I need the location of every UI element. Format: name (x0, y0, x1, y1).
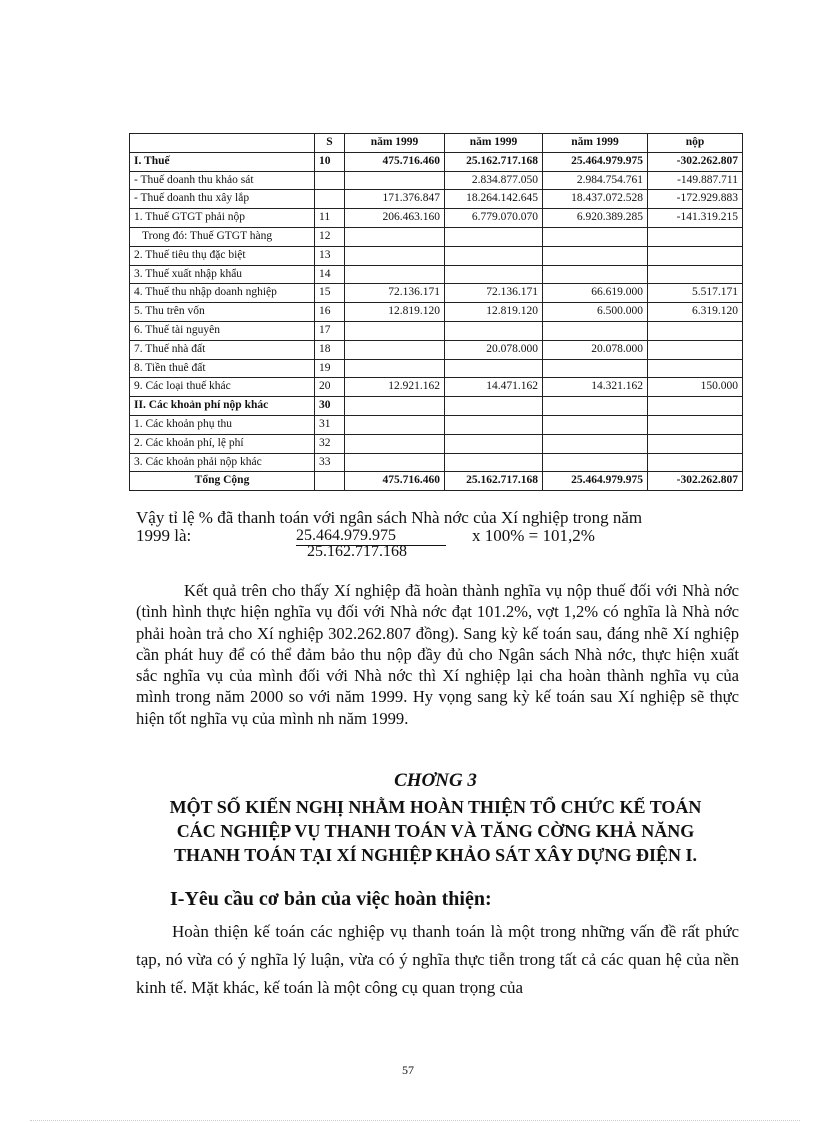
table-cell-code: 20 (315, 378, 345, 397)
table-cell-code: 11 (315, 209, 345, 228)
table-cell-c2 (445, 227, 543, 246)
table-cell-c4 (648, 415, 743, 434)
table-row (130, 152, 743, 171)
table-cell-c4 (648, 321, 743, 340)
table-cell-c4 (648, 434, 743, 453)
chapter-title (100, 795, 771, 867)
table-cell-c4 (648, 359, 743, 378)
table-cell-c3 (543, 453, 648, 472)
table-cell-label: 5. Thu trên vốn (130, 303, 315, 322)
table-cell-c4 (648, 340, 743, 359)
table-cell-c4: -172.929.883 (648, 190, 743, 209)
table-cell-code: 17 (315, 321, 345, 340)
table-cell-c2: 12.819.120 (445, 303, 543, 322)
table-cell-c3: 25.464.979.975 (543, 472, 648, 491)
table-cell-c2: 2.834.877.050 (445, 171, 543, 190)
table-cell-c1 (345, 265, 445, 284)
table-row (130, 397, 743, 416)
table-cell-c2 (445, 359, 543, 378)
ratio-line-1: Vậy tỉ lệ % đã thanh toán với ngân sách Nhà nớc của Xí nghiệp trong năm (136, 508, 643, 527)
table-cell-c3 (543, 359, 648, 378)
table-row (130, 359, 743, 378)
bottom-dotted-rule (30, 1120, 800, 1121)
table-cell-c4: 6.319.120 (648, 303, 743, 322)
table-cell-code (315, 190, 345, 209)
table-cell-c3 (543, 415, 648, 434)
table-cell-code: 32 (315, 434, 345, 453)
table-cell-c1 (345, 227, 445, 246)
table-cell-label: 4. Thuế thu nhập doanh nghiệp (130, 284, 315, 303)
table-cell-c1: 475.716.460 (345, 152, 445, 171)
table-cell-c2: 14.471.162 (445, 378, 543, 397)
header-col1: năm 1999 (345, 134, 445, 153)
table-cell-label: 2. Thuế tiêu thụ đặc biệt (130, 246, 315, 265)
table-cell-c4: -149.887.711 (648, 171, 743, 190)
header-col4: nộp (648, 134, 743, 153)
table-cell-c2 (445, 434, 543, 453)
table-cell-c3 (543, 321, 648, 340)
table-row (130, 246, 743, 265)
table-cell-c2: 25.162.717.168 (445, 472, 543, 491)
table-cell-c4 (648, 453, 743, 472)
ratio-numerator: 25.464.979.975 (296, 527, 446, 546)
header-code: S (315, 134, 345, 153)
table-cell-code: 13 (315, 246, 345, 265)
table-cell-c3 (543, 397, 648, 416)
table-cell-label: 8. Tiền thuê đất (130, 359, 315, 378)
table-cell-label: 9. Các loại thuế khác (130, 378, 315, 397)
table-cell-c2 (445, 321, 543, 340)
table-cell-c4: -141.319.215 (648, 209, 743, 228)
table-header-row (130, 134, 743, 153)
table-cell-c2 (445, 397, 543, 416)
table-cell-c4 (648, 397, 743, 416)
tax-table (129, 133, 743, 491)
table-cell-c3 (543, 227, 648, 246)
table-cell-code: 30 (315, 397, 345, 416)
paragraph-2: Hoàn thiện kế toán các nghiệp vụ thanh toán là một trong những vấn đề rất phức tạp, nó vừa có ý nghĩa lý luận, vừa có ý nghĩa thực tiễn trong tất cả các quan hệ của nền kinh tế. Mặt khác, kế toán là một công cụ quan trọng của (136, 922, 739, 997)
table-cell-label: Trong đó: Thuế GTGT hàng (130, 227, 315, 246)
table-cell-code: 14 (315, 265, 345, 284)
paragraph-1: Kết quả trên cho thấy Xí nghiệp đã hoàn thành nghĩa vụ nộp thuế đối với Nhà nớc (tình hình thực hiện nghĩa vụ đối với Nhà nớc đạt 101.2%, vợt 1,2% có nghĩa là Nhà nớc phải hoàn trả cho Xí nghiệp 302.262.807 đồng). Sang kỳ kế toán sau, đáng nhẽ Xí nghiệp cần phát huy để có thể đảm bảo thu nộp đầy đủ cho Ngân sách Nhà nớc, thực hiện xuất sắc nghĩa vụ của mình đối với Nhà nớc thì Xí nghiệp lại cha hoàn thành nghĩa vụ của mình trong năm 2000 so với năm 1999. Hy vọng sang kỳ kế toán sau Xí nghiệp sẽ thực hiện tốt nghĩa vụ của mình nh năm 1999. (136, 581, 739, 728)
table-cell-c1 (345, 434, 445, 453)
table-cell-c3: 66.619.000 (543, 284, 648, 303)
ratio-denominator: 25.162.717.168 (307, 543, 407, 560)
header-label (130, 134, 315, 153)
table-cell-code (315, 171, 345, 190)
table-cell-c2 (445, 246, 543, 265)
table-cell-label: Tổng Cộng (130, 472, 315, 491)
table-cell-label: - Thuế doanh thu xây lắp (130, 190, 315, 209)
table-cell-label: 3. Các khoản phải nộp khác (130, 453, 315, 472)
table-cell-c1 (345, 321, 445, 340)
table-cell-c2: 72.136.171 (445, 284, 543, 303)
table-cell-label: I. Thuế (130, 152, 315, 171)
table-cell-c4 (648, 246, 743, 265)
table-cell-c1 (345, 415, 445, 434)
table-cell-c4: -302.262.807 (648, 472, 743, 491)
table-cell-label: 3. Thuế xuất nhập khẩu (130, 265, 315, 284)
header-col3: năm 1999 (543, 134, 648, 153)
table-cell-c1 (345, 397, 445, 416)
table-cell-label: II. Các khoản phí nộp khác (130, 397, 315, 416)
table-row (130, 209, 743, 228)
table-cell-c1 (345, 246, 445, 265)
table-cell-code (315, 472, 345, 491)
table-row (130, 340, 743, 359)
table-cell-c1 (345, 453, 445, 472)
table-cell-c4: 5.517.171 (648, 284, 743, 303)
table-cell-code: 31 (315, 415, 345, 434)
table-cell-code: 16 (315, 303, 345, 322)
table-cell-c1: 72.136.171 (345, 284, 445, 303)
table-row (130, 378, 743, 397)
table-cell-label: - Thuế doanh thu khảo sát (130, 171, 315, 190)
table-row (130, 453, 743, 472)
table-row (130, 190, 743, 209)
table-row (130, 415, 743, 434)
table-cell-c2 (445, 415, 543, 434)
table-row (130, 171, 743, 190)
table-cell-label: 1. Các khoản phụ thu (130, 415, 315, 434)
table-total-row (130, 472, 743, 491)
table-cell-c1 (345, 359, 445, 378)
table-row (130, 227, 743, 246)
table-cell-c4 (648, 265, 743, 284)
table-cell-code: 15 (315, 284, 345, 303)
chapter-title-line-1: MỘT SỐ KIẾN NGHỊ NHẰM HOÀN THIỆN TỔ CHỨC KẾ TOÁN (169, 797, 702, 817)
table-cell-c3: 6.920.389.285 (543, 209, 648, 228)
ratio-line-2-prefix: 1999 là: (136, 526, 192, 545)
tax-table-body (130, 152, 743, 490)
table-cell-code: 19 (315, 359, 345, 378)
table-cell-c1: 12.921.162 (345, 378, 445, 397)
header-col2: năm 1999 (445, 134, 543, 153)
table-cell-c1: 475.716.460 (345, 472, 445, 491)
table-cell-c3: 25.464.979.975 (543, 152, 648, 171)
table-cell-c2: 20.078.000 (445, 340, 543, 359)
table-cell-c3: 18.437.072.528 (543, 190, 648, 209)
table-cell-label: 1. Thuế GTGT phải nộp (130, 209, 315, 228)
table-cell-c4: -302.262.807 (648, 152, 743, 171)
table-cell-c1 (345, 340, 445, 359)
table-cell-c2: 6.779.070.070 (445, 209, 543, 228)
table-cell-c3 (543, 265, 648, 284)
table-cell-label: 6. Thuế tài nguyên (130, 321, 315, 340)
table-cell-c3: 14.321.162 (543, 378, 648, 397)
table-row (130, 434, 743, 453)
section-heading: I-Yêu cầu cơ bản của việc hoàn thiện: (170, 888, 492, 910)
table-cell-code: 12 (315, 227, 345, 246)
table-cell-c1: 12.819.120 (345, 303, 445, 322)
table-cell-c1: 171.376.847 (345, 190, 445, 209)
table-cell-c2: 25.162.717.168 (445, 152, 543, 171)
page-number: 57 (402, 1063, 414, 1077)
table-cell-code: 33 (315, 453, 345, 472)
table-cell-c3: 2.984.754.761 (543, 171, 648, 190)
table-cell-label: 7. Thuế nhà đất (130, 340, 315, 359)
ratio-result: x 100% = 101,2% (472, 526, 595, 545)
table-cell-c3 (543, 434, 648, 453)
table-cell-c1: 206.463.160 (345, 209, 445, 228)
chapter-title-line-2: CÁC NGHIỆP VỤ THANH TOÁN VÀ TĂNG CỜNG KHẢ NĂNG (176, 821, 695, 841)
table-cell-c1 (345, 171, 445, 190)
table-row (130, 303, 743, 322)
table-row (130, 265, 743, 284)
table-cell-c2: 18.264.142.645 (445, 190, 543, 209)
table-cell-c3: 6.500.000 (543, 303, 648, 322)
table-cell-c4 (648, 227, 743, 246)
table-cell-c3 (543, 246, 648, 265)
table-cell-c4: 150.000 (648, 378, 743, 397)
chapter-label: CHƠNG 3 (394, 770, 477, 791)
table-row (130, 284, 743, 303)
table-cell-code: 18 (315, 340, 345, 359)
table-cell-label: 2. Các khoản phí, lệ phí (130, 434, 315, 453)
table-row (130, 321, 743, 340)
table-cell-c3: 20.078.000 (543, 340, 648, 359)
table-cell-c2 (445, 265, 543, 284)
table-cell-code: 10 (315, 152, 345, 171)
table-cell-c2 (445, 453, 543, 472)
chapter-title-line-3: THANH TOÁN TẠI XÍ NGHIỆP KHẢO SÁT XÂY DỰNG ĐIỆN I. (174, 845, 697, 865)
